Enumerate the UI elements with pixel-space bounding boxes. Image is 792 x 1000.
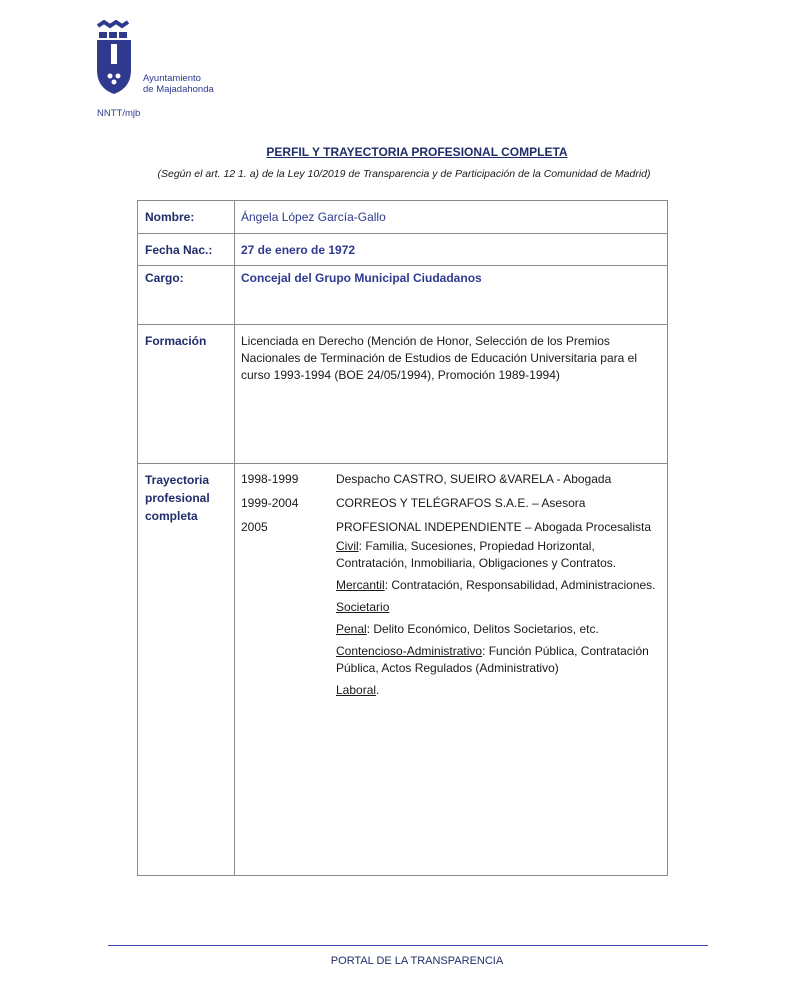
career-entry bbox=[241, 495, 657, 512]
specialty-detail: : Delito Económico, Delitos Societarios, etc. bbox=[366, 622, 599, 636]
specialty-item bbox=[336, 577, 657, 594]
position-label: Cargo: bbox=[138, 266, 235, 325]
org-name-line2: de Majadahonda bbox=[143, 84, 214, 95]
career-description: CORREOS Y TELÉGRAFOS S.A.E. – Asesora bbox=[336, 496, 586, 510]
table-row-position bbox=[138, 266, 668, 325]
table-row-education bbox=[138, 325, 668, 464]
career-years: 1999-2004 bbox=[241, 496, 299, 510]
specialty-item bbox=[336, 538, 657, 572]
career-entry bbox=[241, 519, 657, 536]
name-value bbox=[235, 201, 668, 234]
position-value: Concejal del Grupo Municipal Ciudadanos bbox=[235, 266, 668, 325]
specialty-detail: : Función Pública, Contratación Pública, Actos Regulados (Administrativo) bbox=[336, 644, 649, 675]
specialty-area: Civil bbox=[336, 539, 359, 553]
birthdate-label: Fecha Nac.: bbox=[138, 234, 235, 266]
specialty-item bbox=[336, 682, 657, 699]
name-text: Ángela López García-Gallo bbox=[241, 210, 386, 224]
specialty-area: Laboral bbox=[336, 683, 377, 697]
career-label: Trayectoria profesional completa bbox=[138, 464, 235, 876]
table-row-birthdate bbox=[138, 234, 668, 266]
org-name-line1: Ayuntamiento bbox=[143, 73, 201, 84]
document-reference: NNTT/mjb bbox=[97, 108, 141, 119]
page-subtitle: (Según el art. 12 1. a) de la Ley 10/2019 de Transparencia y de Participación de la Comunidad de Madrid) bbox=[157, 168, 651, 180]
career-description: Despacho CASTRO, SUEIRO &VARELA - Abogada bbox=[336, 472, 612, 486]
specialty-area: Societario bbox=[336, 600, 390, 614]
footer-portal-link: PORTAL DE LA TRANSPARENCIA bbox=[330, 955, 504, 967]
specialty-detail: : Familia, Sucesiones, Propiedad Horizontal, Contratación, Inmobiliaria, Obligaciones y Contratos. bbox=[336, 539, 617, 570]
specialty-area: Mercantil bbox=[336, 578, 385, 592]
career-value bbox=[235, 464, 668, 876]
education-value: Licenciada en Derecho (Mención de Honor, Selección de los Premios Nacionales de Terminación de Estudios de Educación Universitaria para el curso 1993-1994 (BOE 24/05/1994), Promoción 1989-1994) bbox=[235, 325, 668, 464]
career-entry bbox=[241, 471, 657, 488]
career-description: PROFESIONAL INDEPENDIENTE – Abogada Procesalista bbox=[336, 520, 652, 534]
specialty-detail: : Contratación, Responsabilidad, Administraciones. bbox=[384, 578, 656, 592]
education-label: Formación bbox=[138, 325, 235, 464]
career-years: 1998-1999 bbox=[241, 472, 299, 486]
org-name bbox=[143, 73, 214, 95]
specialty-item bbox=[336, 621, 657, 638]
specialty-item bbox=[336, 599, 657, 616]
specialty-item bbox=[336, 643, 657, 677]
career-years: 2005 bbox=[241, 520, 268, 534]
name-label: Nombre: bbox=[138, 201, 235, 234]
birthdate-value: 27 de enero de 1972 bbox=[235, 234, 668, 266]
specialty-area: Contencioso-Administrativo bbox=[336, 644, 483, 658]
footer-divider bbox=[108, 945, 708, 946]
specialty-area: Penal bbox=[336, 622, 367, 636]
profile-table bbox=[137, 200, 668, 876]
table-row-name bbox=[138, 201, 668, 234]
table-row-career bbox=[138, 464, 668, 876]
page-title: PERFIL Y TRAYECTORIA PROFESIONAL COMPLETA bbox=[266, 145, 568, 159]
specialty-detail: . bbox=[376, 683, 380, 697]
